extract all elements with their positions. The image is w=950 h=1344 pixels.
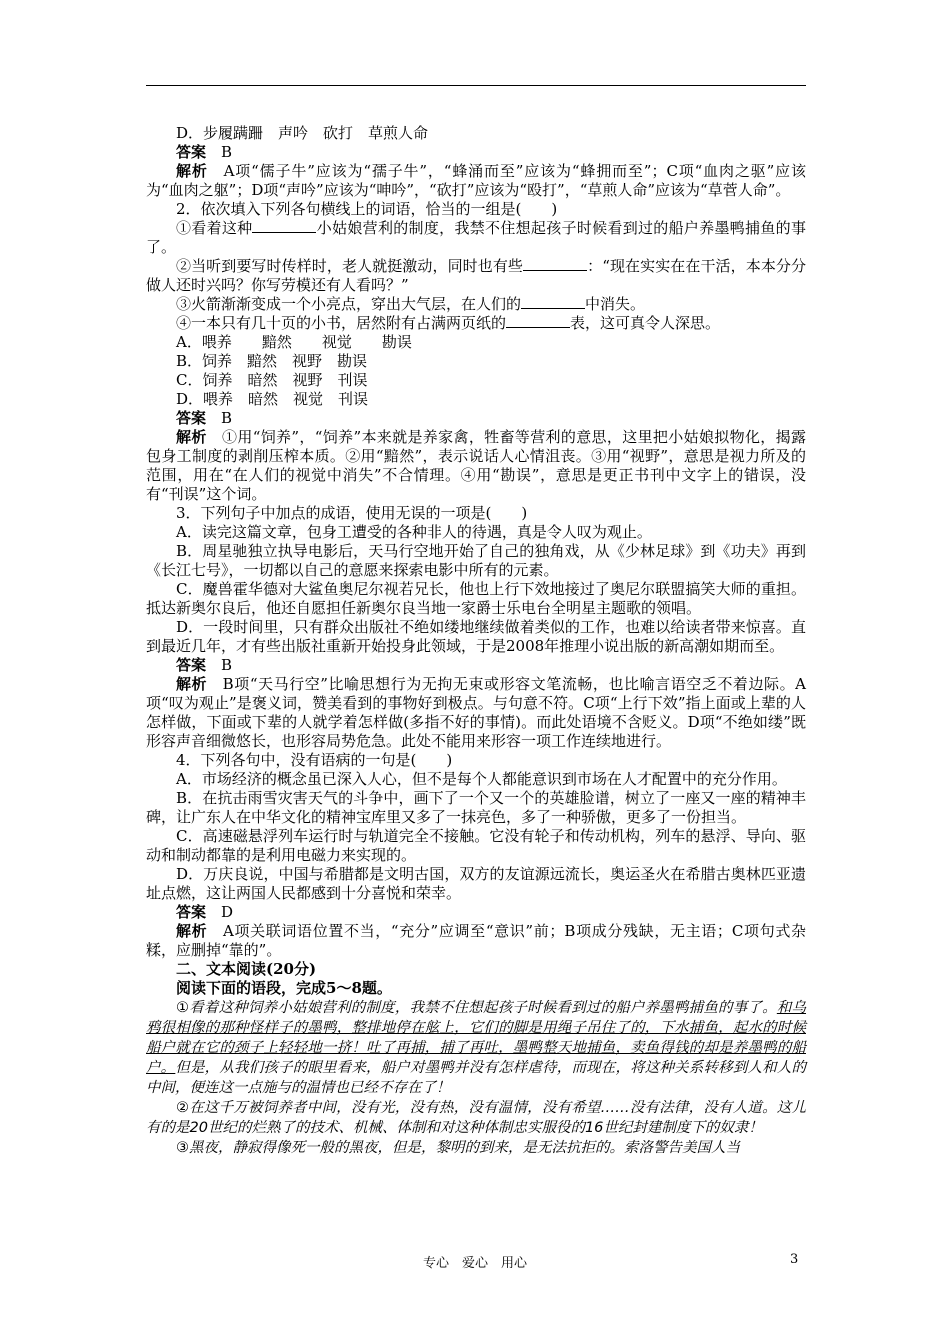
passage-paragraph-1: ①看着这种饲养小姑娘营利的制度，我禁不住想起孩子时候看到过的船户养墨鸭捕鱼的事了。和乌鸦很相像的那种怪样子的墨鸭，整排地停在舷上，它们的脚是用绳子吊住了的，下水捕鱼，起水的时候船户就在它的颈子上轻轻地一挤！吐了再捕，捕了再吐，墨鸭整天地捕鱼，卖鱼得钱的却是养墨鸭的船户。但是，从我们孩子的眼里看来，船户对墨鸭并没有怎样虐待，而现在，将这种关系转移到人和人的中间，便连这一点施与的温情也已经不存在了！ — [146, 1000, 807, 1096]
q4-answer — [146, 903, 806, 922]
q2-sentence-2: ②当听到要写时传样时，老人就挺激动，同时也有些 ：“现在实实在在干活，本本分分做人还时兴吗？你写劳模还有人看吗？” — [146, 257, 806, 294]
answer-label: 答案 — [176, 903, 207, 921]
section-title: 二、文本阅读(20分) — [176, 960, 317, 978]
passage-paragraph-3: ③黑夜，静寂得像死一般的黑夜，但是，黎明的到来，是无法抗拒的。索洛警告美国人当 — [176, 1140, 740, 1156]
q2-option-b: B．饲养 黯然 视野 勘误 — [176, 352, 368, 370]
section-instruction: 阅读下面的语段，完成5～8题。 — [176, 979, 392, 997]
q4-option-b: B．在抗击雨雪灾害天气的斗争中，画下了一个又一个的英雄脸谱，树立了一座又一座的精神丰碑，让广东人在中华文化的精神宝库里又多了一抹亮色，多了一种骄傲，更多了一份担当。 — [146, 789, 806, 826]
q2-sentence-3: ③火箭渐渐变成一个小亮点，穿出大气层，在人们的 中消失。 — [176, 295, 646, 313]
q2-answer — [146, 409, 806, 428]
page-number: 3 — [790, 1252, 799, 1267]
q2-sentence-1: ①看着这种 小姑娘营利的制度，我禁不住想起孩子时候看到过的船户养墨鸭捕鱼的事了。 — [146, 219, 806, 256]
fill-blank — [521, 296, 585, 309]
analysis-label: 解析 — [176, 428, 207, 446]
q3-analysis — [146, 675, 806, 751]
q2-answer-value: B — [206, 409, 233, 427]
fill-blank — [523, 258, 587, 271]
q2-analysis — [146, 428, 806, 504]
analysis-label: 解析 — [176, 162, 208, 180]
q3-stem: 3．下列句子中加点的成语，使用无误的一项是( ) — [176, 504, 528, 522]
q3-option-a: A．读完这篇文章，包身工遭受的各种非人的待遇，真是令人叹为观止。 — [176, 523, 652, 541]
q3-option-b: B．周星驰独立执导电影后，天马行空地开始了自己的独角戏，从《少林足球》到《功夫》再到《长江七号》，一切都以自己的意愿来探索电影中所有的元素。 — [146, 542, 806, 579]
q4-option-a: A．市场经济的概念虽已深入人心，但不是每个人都能意识到市场在人才配置中的充分作用。 — [176, 770, 787, 788]
header-rule — [146, 85, 806, 86]
q2-option-a: A．喂养 黯然 视觉 勘误 — [176, 333, 412, 351]
answer-label: 答案 — [176, 656, 207, 674]
q4-option-c: C．高速磁悬浮列车运行时与轨道完全不接触。它没有轮子和传动机构，列车的悬浮、导向、驱动和制动都靠的是利用电磁力来实现的。 — [146, 827, 806, 864]
document-body — [146, 124, 806, 1158]
analysis-label: 解析 — [176, 675, 208, 693]
q1-analysis-text: A项“儒子牛”应该为“孺子牛”，“蜂涌而至”应该为“蜂拥而至”；C项“血肉之驱”应该为“血肉之躯”；D项“声吟”应该为“呻吟”，“砍打”应该为“殴打”，“草煎人命”应该为“草菅人命”。 — [146, 162, 806, 199]
q3-option-d: D．一段时间里，只有群众出版社不绝如缕地继续做着类似的工作，也难以给读者带来惊喜。直到最近几年，才有些出版社重新开始投身此领域，于是2008年推理小说出版的新高潮如期而至。 — [146, 618, 806, 655]
underlined-passage: 和乌鸦很相像的那种怪样子的墨鸭，整排地停在舷上，它们的脚是用绳子吊住了的，下水捕鱼，起水的时候船户就在它的颈子上轻轻地一挤！吐了再捕，捕了再吐，墨鸭整天地捕鱼，卖鱼得钱的却是养墨鸭的船户。 — [146, 1000, 807, 1076]
q2-option-d: D．喂养 暗然 视觉 刊误 — [176, 390, 369, 408]
q4-analysis-text: A项关联词语位置不当，“充分”应调至“意识”前；B项成分残缺，无主语；C项句式杂糅，应删掉“靠的”。 — [146, 922, 806, 959]
passage-paragraph-2: ②在这千万被饲养者中间，没有光，没有热，没有温情，没有希望……没有法律，没有人道。这儿有的是20世纪的烂熟了的技术、机械、体制和对这种体制忠实服役的16世纪封建制度下的奴隶！ — [146, 1100, 806, 1136]
q3-answer — [146, 656, 806, 675]
analysis-label: 解析 — [176, 922, 208, 940]
q4-option-d: D．万庆良说，中国与希腊都是文明古国，双方的友谊源远流长，奥运圣火在希腊古奥林匹亚遗址点燃，这让两国人民都感到十分喜悦和荣幸。 — [146, 865, 806, 902]
q1-answer — [146, 143, 806, 162]
q4-answer-value: D — [206, 903, 234, 921]
page-footer: 专心 爱心 用心 — [422, 1256, 527, 1271]
q2-stem: 2．依次填入下列各句横线上的词语，恰当的一组是( ) — [176, 200, 558, 218]
q1-analysis — [146, 162, 806, 200]
q4-analysis — [146, 922, 806, 960]
fill-blank — [506, 315, 570, 328]
q2-analysis-text: ①用“饲养”，“饲养”本来就是养家禽，牲畜等营利的意思，这里把小姑娘拟物化，揭露包身工制度的剥削压榨本质。②用“黯然”，表示说话人心情沮丧。③用“视野”，意思是视力所及的范围，用在“在人们的视觉中消失”不合情理。④用“勘误”，意思是更正书刊中文字上的错误，没有“刊误”这个词。 — [146, 428, 806, 503]
q3-answer-value: B — [206, 656, 233, 674]
q1-answer-value: B — [206, 143, 233, 161]
q2-option-c: C．饲养 暗然 视野 刊误 — [176, 371, 368, 389]
q4-stem: 4．下列各句中，没有语病的一句是( ) — [176, 751, 453, 769]
q3-analysis-text: B项“天马行空”比喻思想行为无拘无束或形容文笔流畅，也比喻言语空乏不着边际。A项“叹为观止”是褒义词，赞美看到的事物好到极点。与句意不符。C项“上行下效”指上面或上辈的人怎样做，下面或下辈的人就学着怎样做(多指不好的事情)。而此处语境不含贬义。D项“不绝如缕”既形容声音细微悠长，也形容局势危急。此处不能用来形容一项工作连续地进行。 — [146, 675, 806, 750]
answer-label: 答案 — [176, 143, 207, 161]
q2-sentence-4: ④一本只有几十页的小书，居然附有占满两页纸的 表，这可真令人深思。 — [176, 314, 721, 332]
q3-option-c: C．魔兽霍华德对大鲨鱼奥尼尔视若兄长，他也上行下效地接过了奥尼尔联盟搞笑大师的重担。抵达新奥尔良后，他还自愿担任新奥尔良当地一家爵士乐电台全明星主题歌的领唱。 — [146, 580, 806, 617]
q1-option-d: D．步履蹒跚 声吟 砍打 草煎人命 — [176, 124, 429, 142]
answer-label: 答案 — [176, 409, 207, 427]
fill-blank — [252, 220, 316, 233]
